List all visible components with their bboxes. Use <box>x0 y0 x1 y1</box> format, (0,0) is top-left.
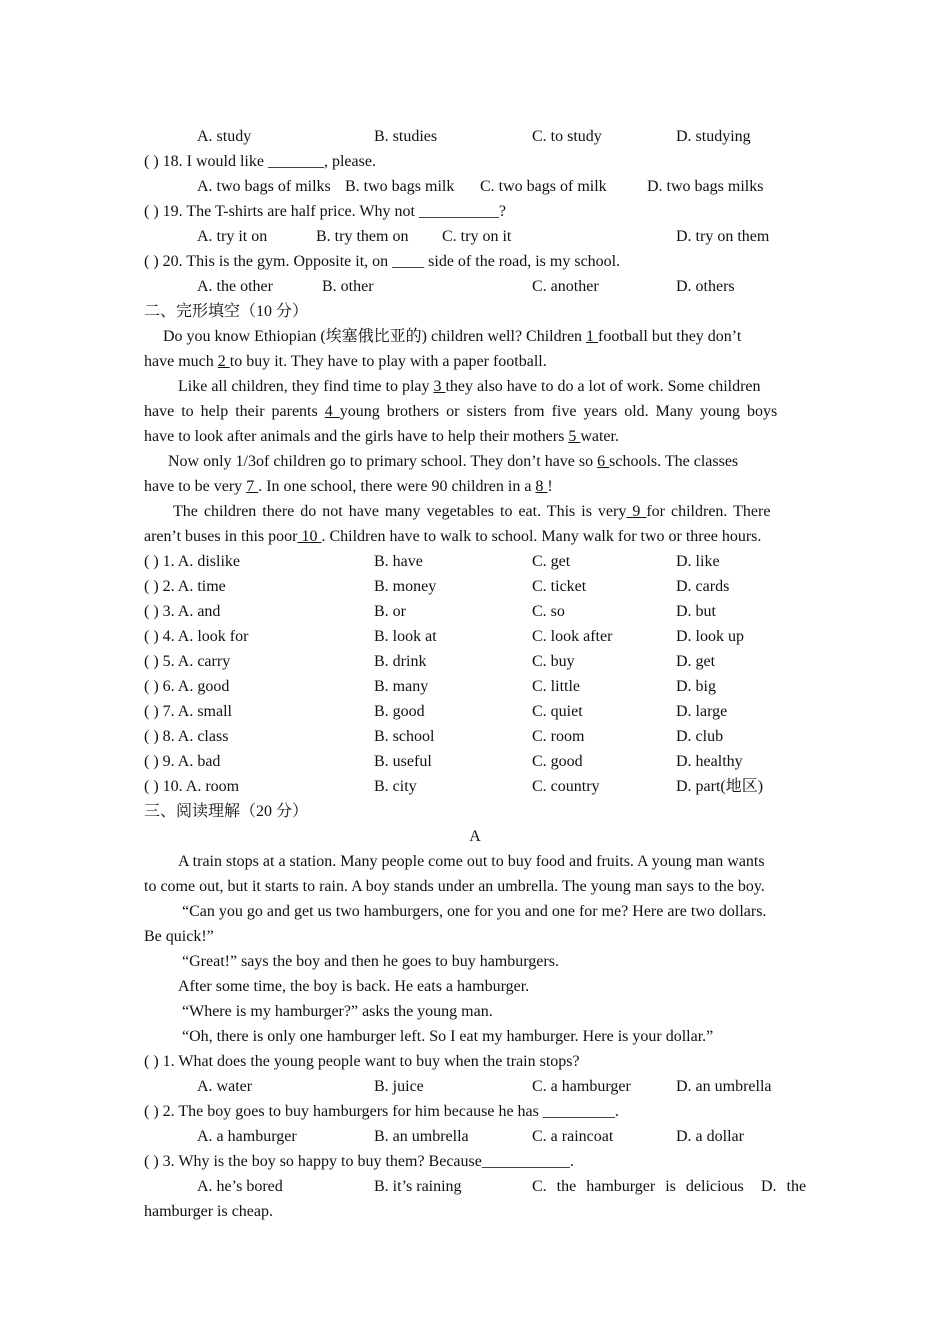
q20-option-a: A. the other <box>197 278 273 295</box>
passage-line: to come out, but it starts to rain. A boy stands under an umbrella. The young man says to the boy. <box>144 878 765 895</box>
cloze-blank-1: 1 <box>586 328 599 345</box>
cloze-q-option-c: C. look after <box>532 628 613 645</box>
cloze-text: Like all children, they find time to play <box>178 378 434 395</box>
cloze-text: for children. There <box>646 503 771 520</box>
cloze-line <box>144 374 806 399</box>
section2-title: 二、完形填空（10 分） <box>144 303 309 320</box>
cloze-line <box>144 474 806 499</box>
cloze-q-option-a: ( ) 6. A. good <box>144 678 230 695</box>
cloze-text: to buy it. They have to play with a paper football. <box>229 353 547 370</box>
q19-options <box>144 224 806 249</box>
cloze-q-option-d: D. club <box>676 728 724 745</box>
passage-line: After some time, the boy is back. He eats a hamburger. <box>178 978 530 995</box>
cloze-blank-3: 3 <box>433 378 446 395</box>
cloze-q-option-b: B. many <box>374 678 429 695</box>
cloze-question-row <box>144 749 806 774</box>
cloze-text: Do you know Ethiopian (埃塞俄比亚的) children well? Children <box>163 328 587 345</box>
cloze-q-option-b: B. or <box>374 603 406 620</box>
cloze-line <box>144 499 806 524</box>
passage-a <box>144 849 806 1049</box>
cloze-q-option-d: D. big <box>676 678 716 695</box>
cloze-line <box>144 399 806 424</box>
reading-q2-option-a: A. a hamburger <box>197 1128 297 1145</box>
cloze-q-option-c: C. quiet <box>532 703 583 720</box>
cloze-q-option-d: D. large <box>676 703 728 720</box>
q19-option-b: B. try them on <box>316 228 409 245</box>
q20-option-c: C. another <box>532 278 599 295</box>
q18-options <box>144 174 806 199</box>
cloze-text: they also have to do a lot of work. Some children <box>445 378 761 395</box>
cloze-text: aren’t buses in this poor <box>144 528 298 545</box>
cloze-text: ! <box>547 478 553 495</box>
cloze-q-option-a: ( ) 4. A. look for <box>144 628 249 645</box>
reading-q2-options <box>144 1124 806 1149</box>
cloze-text: football but they don’t <box>598 328 742 345</box>
q18-stem: ( ) 18. I would like _______, please. <box>144 153 376 170</box>
passage-line: A train stops at a station. Many people come out to buy food and fruits. A young man wants <box>178 853 765 870</box>
cloze-line <box>144 324 806 349</box>
cloze-passage <box>144 324 806 549</box>
cloze-q-option-a: ( ) 1. A. dislike <box>144 553 240 570</box>
cloze-line <box>144 424 806 449</box>
exam-page <box>144 124 806 1224</box>
cloze-line <box>144 524 806 549</box>
cloze-q-option-b: B. useful <box>374 753 432 770</box>
cloze-q-option-d: D. like <box>676 553 720 570</box>
cloze-q-option-a: ( ) 9. A. bad <box>144 753 221 770</box>
cloze-question-row <box>144 649 806 674</box>
cloze-q-option-b: B. school <box>374 728 435 745</box>
cloze-q-option-b: B. have <box>374 553 423 570</box>
reading-q3-tail: hamburger is cheap. <box>144 1203 273 1220</box>
cloze-question-row <box>144 674 806 699</box>
cloze-line <box>144 449 806 474</box>
cloze-q-option-d: D. but <box>676 603 716 620</box>
q20-option-d: D. others <box>676 278 735 295</box>
cloze-blank-6: 6 <box>597 453 610 470</box>
reading-q2-stem: ( ) 2. The boy goes to buy hamburgers for him because he has _________. <box>144 1103 619 1120</box>
reading-q2-option-b: B. an umbrella <box>374 1128 469 1145</box>
cloze-q-option-a: ( ) 10. A. room <box>144 778 240 795</box>
cloze-text: The children there do not have many vegetables to eat. This is very <box>173 503 627 520</box>
cloze-text: water. <box>580 428 619 445</box>
cloze-q-option-c: C. get <box>532 553 571 570</box>
reading-q1-option-d: D. an umbrella <box>676 1078 772 1095</box>
passage-line: “Where is my hamburger?” asks the young man. <box>182 1003 493 1020</box>
q20-stem: ( ) 20. This is the gym. Opposite it, on ____ side of the road, is my school. <box>144 253 621 270</box>
cloze-text: have much <box>144 353 218 370</box>
cloze-blank-10: 10 <box>297 528 322 545</box>
cloze-line <box>144 349 806 374</box>
reading-q3-options <box>144 1174 806 1199</box>
reading-q3-option-c: C. the hamburger is delicious <box>532 1178 744 1195</box>
passage-a-label: A <box>469 828 481 845</box>
cloze-q-option-b: B. city <box>374 778 417 795</box>
reading-q1-option-c: C. a hamburger <box>532 1078 631 1095</box>
cloze-questions <box>144 549 806 799</box>
cloze-q-option-a: ( ) 8. A. class <box>144 728 229 745</box>
cloze-text: . In one school, there were 90 children in a <box>258 478 536 495</box>
cloze-q-option-d: D. look up <box>676 628 744 645</box>
cloze-text: Now only 1/3of children go to primary school. They don’t have so <box>168 453 598 470</box>
q19-option-a: A. try it on <box>197 228 268 245</box>
q20-option-b: B. other <box>322 278 374 295</box>
q19-stem: ( ) 19. The T-shirts are half price. Why not __________? <box>144 203 506 220</box>
q17-options <box>144 124 806 149</box>
cloze-q-option-c: C. ticket <box>532 578 587 595</box>
reading-q2-option-c: C. a raincoat <box>532 1128 614 1145</box>
q18-option-a: A. two bags of milks <box>197 178 331 195</box>
cloze-text: have to be very <box>144 478 247 495</box>
reading-q1-option-a: A. water <box>197 1078 253 1095</box>
reading-q3-option-d: D. the <box>761 1178 807 1195</box>
cloze-q-option-d: D. part(地区) <box>676 778 764 795</box>
cloze-question-row <box>144 724 806 749</box>
cloze-q-option-c: C. little <box>532 678 580 695</box>
q18-option-c: C. two bags of milk <box>480 178 607 195</box>
reading-q2-option-d: D. a dollar <box>676 1128 744 1145</box>
passage-line: “Great!” says the boy and then he goes to buy hamburgers. <box>182 953 559 970</box>
cloze-q-option-d: D. healthy <box>676 753 743 770</box>
q18-option-d: D. two bags milks <box>647 178 764 195</box>
cloze-q-option-b: B. money <box>374 578 437 595</box>
cloze-q-option-c: C. so <box>532 603 565 620</box>
cloze-q-option-a: ( ) 3. A. and <box>144 603 221 620</box>
cloze-blank-9: 9 <box>626 503 647 520</box>
cloze-q-option-b: B. drink <box>374 653 427 670</box>
passage-line: “Oh, there is only one hamburger left. So I eat my hamburger. Here is your dollar.” <box>182 1028 714 1045</box>
cloze-text: . Children have to walk to school. Many walk for two or three hours. <box>321 528 762 545</box>
cloze-q-option-c: C. country <box>532 778 600 795</box>
q19-option-d: D. try on them <box>676 228 770 245</box>
q20-options <box>144 274 806 299</box>
cloze-q-option-a: ( ) 2. A. time <box>144 578 226 595</box>
passage-line: Be quick!” <box>144 928 214 945</box>
passage-line: “Can you go and get us two hamburgers, one for you and one for me? Here are two dollars. <box>182 903 767 920</box>
cloze-blank-8: 8 <box>535 478 548 495</box>
cloze-text: have to look after animals and the girls have to help their mothers <box>144 428 569 445</box>
q17-option-a: A. study <box>197 128 252 145</box>
q17-option-c: C. to study <box>532 128 602 145</box>
reading-q1-stem: ( ) 1. What does the young people want to buy when the train stops? <box>144 1053 580 1070</box>
cloze-question-row <box>144 599 806 624</box>
section3-title: 三、阅读理解（20 分） <box>144 803 309 820</box>
cloze-q-option-a: ( ) 7. A. small <box>144 703 232 720</box>
cloze-q-option-a: ( ) 5. A. carry <box>144 653 231 670</box>
cloze-q-option-d: D. cards <box>676 578 730 595</box>
reading-q1-option-b: B. juice <box>374 1078 424 1095</box>
cloze-q-option-b: B. good <box>374 703 425 720</box>
reading-q3-stem: ( ) 3. Why is the boy so happy to buy them? Because___________. <box>144 1153 574 1170</box>
reading-q3-option-b: B. it’s raining <box>374 1178 462 1195</box>
cloze-q-option-c: C. good <box>532 753 583 770</box>
q17-option-d: D. studying <box>676 128 751 145</box>
cloze-question-row <box>144 549 806 574</box>
q19-option-c: C. try on it <box>442 228 512 245</box>
cloze-question-row <box>144 774 806 799</box>
cloze-question-row <box>144 699 806 724</box>
cloze-q-option-b: B. look at <box>374 628 437 645</box>
cloze-blank-4: 4 <box>324 403 340 420</box>
reading-q1-options <box>144 1074 806 1099</box>
cloze-question-row <box>144 624 806 649</box>
cloze-text: schools. The classes <box>609 453 739 470</box>
cloze-blank-7: 7 <box>246 478 259 495</box>
cloze-blank-2: 2 <box>217 353 230 370</box>
cloze-text: have to help their parents <box>144 403 325 420</box>
cloze-question-row <box>144 574 806 599</box>
cloze-q-option-c: C. buy <box>532 653 575 670</box>
q17-option-b: B. studies <box>374 128 438 145</box>
cloze-text: young brothers or sisters from five years old. Many young boys <box>339 403 778 420</box>
reading-q3-option-a: A. he’s bored <box>197 1178 283 1195</box>
q18-option-b: B. two bags milk <box>345 178 455 195</box>
cloze-blank-5: 5 <box>568 428 581 445</box>
cloze-q-option-d: D. get <box>676 653 716 670</box>
cloze-q-option-c: C. room <box>532 728 585 745</box>
